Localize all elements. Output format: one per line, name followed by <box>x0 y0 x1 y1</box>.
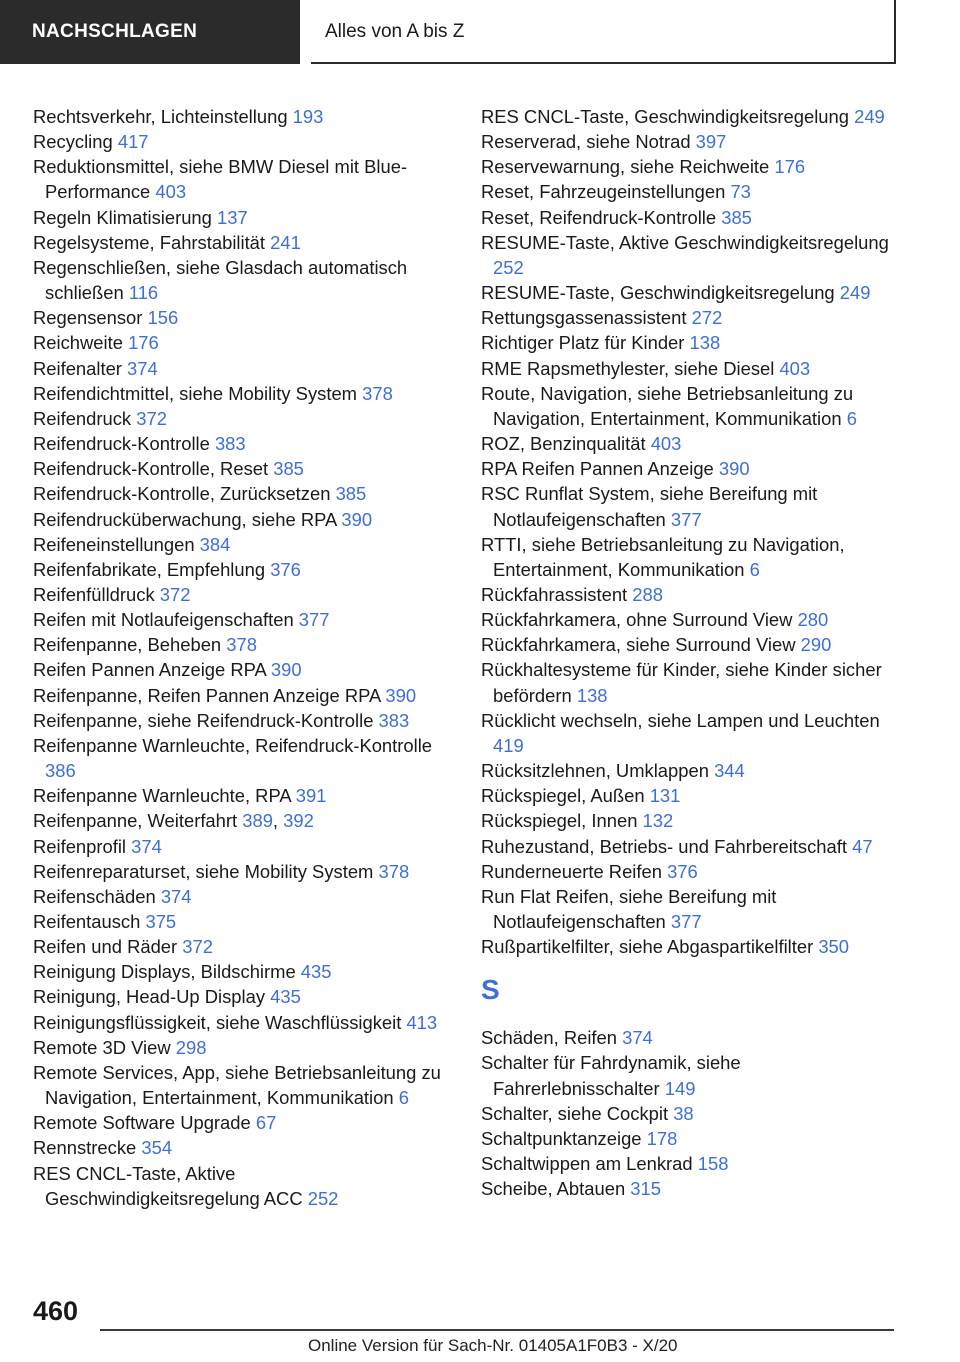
page-reference-link[interactable]: 38 <box>673 1102 694 1124</box>
page-reference-link[interactable]: 376 <box>667 860 698 882</box>
page-reference-link[interactable]: 385 <box>273 458 304 480</box>
index-entry <box>481 1050 899 1100</box>
page-reference-link[interactable]: 288 <box>632 583 663 605</box>
page-reference-link[interactable]: 403 <box>779 357 811 379</box>
index-entry <box>481 179 899 204</box>
index-entry-text: Ruhezustand, Betriebs- und Fahrbereitschaft <box>481 835 853 857</box>
index-entry-text: Schalter, siehe Cockpit <box>481 1102 674 1124</box>
index-entry <box>33 657 453 682</box>
index-entry-text: Reifenpanne Warnleuchte, Reifendruck-Kontrolle <box>33 734 433 756</box>
page-reference-link[interactable]: 272 <box>691 307 723 329</box>
index-entry <box>33 632 453 657</box>
page-reference-link[interactable]: 249 <box>854 106 885 127</box>
index-entry <box>33 683 453 708</box>
index-entry-text: Reifendichtmittel, siehe Mobility System <box>33 382 363 404</box>
page-reference-link[interactable]: 377 <box>670 911 702 932</box>
page-reference-link[interactable]: 403 <box>155 181 187 203</box>
index-entry-text: Reifendruck <box>33 407 137 429</box>
page-reference-link[interactable]: 350 <box>818 936 850 958</box>
index-entry-text: Reset, Fahrzeugeinstellungen <box>481 181 731 203</box>
index-entry-text: Reifendruck-Kontrolle <box>33 433 215 455</box>
index-entry-text: Reinigungsflüssigkeit, siehe Waschflüssigkeit <box>33 1011 407 1033</box>
index-entry <box>481 129 899 154</box>
index-entry-text: Reifendruck-Kontrolle, Reset <box>33 458 274 480</box>
page-reference-link[interactable]: 372 <box>159 583 191 605</box>
page-reference-link[interactable]: 378 <box>226 634 257 656</box>
index-entry <box>481 607 899 632</box>
page-reference-link[interactable]: 138 <box>689 332 721 354</box>
page-reference-link[interactable]: 374 <box>160 885 192 907</box>
index-entry <box>33 557 453 582</box>
index-entry-text: RPA Reifen Pannen Anzeige <box>481 458 719 480</box>
page-reference-link[interactable]: 374 <box>131 835 162 857</box>
index-entry <box>33 406 453 431</box>
index-entry-text: Richtiger Platz für Kinder <box>481 332 690 354</box>
page-reference-link[interactable]: 390 <box>341 508 373 530</box>
index-entry <box>33 230 453 255</box>
index-entry <box>33 934 453 959</box>
index-entry-text: RESUME-Taste, Geschwindigkeitsregelung <box>481 282 840 304</box>
index-entry-text: Reifenalter <box>33 357 128 379</box>
index-entry <box>33 481 453 506</box>
index-entry-text: Rußpartikelfilter, siehe Abgaspartikelfilter <box>481 936 819 958</box>
page-reference-link[interactable]: 374 <box>127 357 158 379</box>
page-reference-link[interactable]: 385 <box>335 483 367 505</box>
index-entry-text: Reifenreparaturset, siehe Mobility System <box>33 860 379 882</box>
index-entry-text: Remote 3D View <box>33 1036 176 1058</box>
index-entry <box>33 154 453 204</box>
page-reference-link[interactable]: 73 <box>730 181 751 203</box>
index-entry <box>481 1025 899 1050</box>
index-entry <box>33 532 453 557</box>
page-reference-link[interactable]: 67 <box>255 1112 277 1134</box>
index-entry-text: Reifen Pannen Anzeige RPA <box>33 659 271 681</box>
footer-text: Online Version für Sach-Nr. 01405A1F0B3 - X/20 <box>308 1336 678 1355</box>
page-reference-link[interactable]: 193 <box>292 106 324 127</box>
page-reference-link[interactable]: 149 <box>664 1077 696 1099</box>
page-reference-link[interactable]: 280 <box>797 609 829 631</box>
index-entry-text: RES CNCL-Taste, Aktive Geschwindigkeitsregelung ACC <box>33 1162 308 1209</box>
page-reference-link[interactable]: 176 <box>128 332 159 354</box>
page-reference-link[interactable]: 374 <box>622 1027 653 1049</box>
index-entry-text: Reifenprofil <box>33 835 132 857</box>
page-reference-link[interactable]: 344 <box>714 760 745 782</box>
index-entry-text: Schaltwippen am Lenkrad <box>481 1153 698 1175</box>
index-entry-text: Reifenfülldruck <box>33 583 160 605</box>
index-entry <box>33 783 453 808</box>
page-reference-link[interactable]: 252 <box>493 256 524 278</box>
page-reference-link[interactable]: 176 <box>774 156 806 178</box>
index-entry-text: Rückfahrkamera, ohne Surround View <box>481 609 798 631</box>
index-entry-text: Run Flat Reifen, siehe Bereifung mit Notlaufeigenschaften <box>481 885 777 932</box>
page-reference-link[interactable]: 138 <box>576 684 608 706</box>
page-reference-link[interactable]: 383 <box>214 433 246 455</box>
page-number: 460 <box>33 1296 79 1326</box>
index-entry-text: Reifeneinstellungen <box>33 533 200 555</box>
index-entry <box>33 959 453 984</box>
page-reference-link[interactable]: 435 <box>300 961 332 983</box>
index-column-left <box>33 104 453 1211</box>
index-entry <box>33 834 453 859</box>
page-reference-link[interactable]: 131 <box>649 785 681 807</box>
index-entry-text: RME Rapsmethylester, siehe Diesel <box>481 357 780 379</box>
index-entry-text: Reservewarnung, siehe Reichweite <box>481 156 775 178</box>
page-reference-link[interactable]: 6 <box>398 1087 409 1109</box>
index-entry <box>33 1035 453 1060</box>
page-reference-link[interactable]: 249 <box>839 282 871 304</box>
index-entry-text: Reserverad, siehe Notrad <box>481 131 696 153</box>
index-entry-text: Reifen und Räder <box>33 936 183 958</box>
index-entry <box>481 305 899 330</box>
index-entry-text: RSC Runflat System, siehe Bereifung mit Notlaufeigenschaften <box>481 483 818 530</box>
page-reference-link[interactable]: 397 <box>695 131 727 153</box>
index-list-s <box>481 1025 899 1201</box>
index-entry-text: Rettungsgassenassistent <box>481 307 692 329</box>
index-entry-text: Route, Navigation, siehe Betriebsanleitung zu Navigation, Entertainment, Kommunikation <box>481 382 854 429</box>
index-entry <box>481 657 899 707</box>
index-entry <box>481 230 899 280</box>
page-reference-link[interactable]: 354 <box>141 1137 173 1159</box>
index-entry <box>481 632 899 657</box>
index-entry-text: Remote Services, App, siehe Betriebsanleitung zu Navigation, Entertainment, Kommunikation <box>33 1061 441 1109</box>
index-entry-text: Reinigung Displays, Bildschirme <box>33 961 301 983</box>
index-entry-text: Reifenpanne, Weiterfahrt <box>33 810 243 832</box>
index-entry-text: Rennstrecke <box>33 1137 142 1159</box>
index-entry-text: RTTI, siehe Betriebsanleitung zu Navigation, Entertainment, Kommunikation <box>481 533 845 580</box>
index-entry-text: Reduktionsmittel, siehe BMW Diesel mit Blue-Performance <box>33 156 408 203</box>
index-entry <box>481 381 899 431</box>
index-entry <box>481 280 899 305</box>
index-entry: Reifenpanne, Weiterfahrt 389, 392 <box>33 810 314 832</box>
index-entry <box>33 1010 453 1035</box>
index-entry-text: Rückfahrkamera, siehe Surround View <box>481 634 801 656</box>
index-entry <box>481 104 899 129</box>
index-entry <box>33 909 453 934</box>
index-entry-text: Rücklicht wechseln, siehe Lampen und Leuchten <box>481 709 880 731</box>
page-reference-link[interactable]: 241 <box>270 231 301 253</box>
index-entry <box>33 607 453 632</box>
index-entry-text: Schalter für Fahrdynamik, siehe Fahrerlebnisschalter <box>481 1052 741 1099</box>
index-entry <box>481 934 899 959</box>
header-divider <box>298 0 300 64</box>
index-entry <box>33 356 453 381</box>
index-entry <box>33 1161 453 1211</box>
index-entry <box>33 381 453 406</box>
index-entry <box>481 1101 899 1126</box>
index-entry <box>33 1135 453 1160</box>
index-entry <box>481 532 899 582</box>
page-reference-link[interactable]: 390 <box>385 684 417 706</box>
index-entry <box>481 481 899 531</box>
index-entry <box>33 330 453 355</box>
footer-rule <box>100 1329 894 1331</box>
index-list-r <box>481 104 899 959</box>
index-entry <box>481 582 899 607</box>
index-entry <box>481 1126 899 1151</box>
index-column-right <box>481 104 899 1201</box>
index-entry <box>481 205 899 230</box>
index-entry-text: Reifenpanne Warnleuchte, RPA <box>33 785 296 807</box>
page-reference-link[interactable]: 384 <box>199 533 231 555</box>
index-entry-text: Reifen mit Notlaufeigenschaften <box>33 609 299 631</box>
page-reference-link[interactable]: 390 <box>718 458 750 480</box>
index-entry-text: RES CNCL-Taste, Geschwindigkeitsregelung <box>481 106 855 127</box>
page-reference-link[interactable]: 378 <box>378 860 410 882</box>
page-reference-link[interactable]: 385 <box>721 206 752 228</box>
page-reference-link[interactable]: 290 <box>800 634 832 656</box>
index-entry <box>33 984 453 1009</box>
page-reference-link[interactable]: 6 <box>749 558 760 580</box>
index-entry <box>33 205 453 230</box>
index-entry <box>33 431 453 456</box>
page-reference-link[interactable]: 116 <box>128 282 159 304</box>
index-entry-text: Reifendruck-Kontrolle, Zurücksetzen <box>33 483 336 505</box>
index-entry-text: Recycling <box>33 131 118 153</box>
index-entry-text: Reifendrucküberwachung, siehe RPA <box>33 508 342 530</box>
index-entry <box>481 1151 899 1176</box>
page-reference-link[interactable]: 377 <box>298 609 330 631</box>
page-reference-link[interactable]: 6 <box>846 407 857 429</box>
index-entry <box>33 884 453 909</box>
page-reference-link[interactable]: 391 <box>295 785 327 807</box>
index-entry <box>33 859 453 884</box>
index-entry-text: Regelsysteme, Fahrstabilität <box>33 231 271 253</box>
index-entry-text: ROZ, Benzinqualität <box>481 433 651 455</box>
index-entry <box>481 808 899 833</box>
page-reference-link[interactable]: 389 <box>242 810 273 832</box>
page-reference-link[interactable]: 377 <box>670 508 702 530</box>
page-reference-link[interactable]: 413 <box>406 1011 438 1033</box>
index-entry-text: Rückhaltesysteme für Kinder, siehe Kinder sicher befördern <box>481 659 882 706</box>
page-reference-link[interactable]: 375 <box>145 911 177 932</box>
page-reference-link[interactable]: 156 <box>147 307 179 329</box>
index-entry-text: Reifenpanne, Beheben <box>33 634 227 656</box>
index-entry <box>481 431 899 456</box>
index-entry-text: RESUME-Taste, Aktive Geschwindigkeitsregelung <box>481 231 889 253</box>
index-entry <box>481 356 899 381</box>
index-entry <box>481 859 899 884</box>
index-entry <box>481 884 899 934</box>
index-entry <box>481 783 899 808</box>
index-entry <box>33 1060 453 1110</box>
section-tab: NACHSCHLAGEN <box>0 0 298 64</box>
index-entry <box>481 834 899 859</box>
index-entry <box>481 1176 899 1201</box>
chapter-title: Alles von A bis Z <box>311 0 896 64</box>
index-entry-text: Rückspiegel, Außen <box>481 785 650 807</box>
index-entry-text: Rechtsverkehr, Lichteinstellung <box>33 106 293 127</box>
index-entry-text: Rücksitzlehnen, Umklappen <box>481 760 715 782</box>
index-entry-text: Reifenfabrikate, Empfehlung <box>33 558 271 580</box>
index-entry <box>481 708 899 758</box>
page-reference-link[interactable]: 252 <box>307 1187 339 1209</box>
index-entry <box>481 330 899 355</box>
page-reference-link[interactable]: 178 <box>646 1127 678 1149</box>
index-entry <box>33 708 453 733</box>
index-entry-text: Runderneuerte Reifen <box>481 860 668 882</box>
index-entry-text: Regensensor <box>33 307 148 329</box>
page-reference-link[interactable]: 132 <box>642 810 674 832</box>
index-letter-heading: S <box>481 974 500 1006</box>
page-reference-link[interactable]: 378 <box>362 382 393 404</box>
page-reference-link[interactable]: 403 <box>650 433 682 455</box>
page-reference-link[interactable]: 158 <box>697 1153 729 1175</box>
index-entry-text: Reset, Reifendruck-Kontrolle <box>481 206 722 228</box>
page-reference-link[interactable]: 435 <box>270 986 301 1008</box>
page-reference-link[interactable]: 376 <box>270 558 301 580</box>
page-reference-link[interactable]: 417 <box>117 131 149 153</box>
index-entry-text: Reinigung, Head-Up Display <box>33 986 271 1008</box>
page-reference-link[interactable]: 372 <box>182 936 213 958</box>
index-entry-text: Reifenschäden <box>33 885 161 907</box>
index-entry <box>481 456 899 481</box>
page-reference-link[interactable]: 47 <box>852 835 873 857</box>
index-entry-text: Regeln Klimatisierung <box>33 206 217 228</box>
page-reference-link[interactable]: 298 <box>175 1036 207 1058</box>
index-entry <box>33 507 453 532</box>
index-entry <box>33 104 453 129</box>
index-entry <box>33 129 453 154</box>
index-entry-text: Scheibe, Abtauen <box>481 1178 631 1200</box>
index-entry-text: Regenschließen, siehe Glasdach automatisch schließen <box>33 256 408 304</box>
index-entry <box>481 154 899 179</box>
index-entry-text: Remote Software Upgrade <box>33 1112 256 1134</box>
page-reference-link[interactable]: 137 <box>217 206 248 228</box>
page-reference-link[interactable]: 372 <box>136 407 167 429</box>
index-entry <box>33 255 453 305</box>
index-entry-text: Reichweite <box>33 332 129 354</box>
page-reference-link[interactable]: 383 <box>378 709 410 731</box>
index-entry-text: Reifenpanne, Reifen Pannen Anzeige RPA <box>33 684 386 706</box>
page-reference-link[interactable]: 386 <box>45 760 76 782</box>
index-entry <box>33 1110 453 1135</box>
index-entry-text: Rückspiegel, Innen <box>481 810 643 832</box>
index-entry <box>33 733 453 783</box>
index-entry-text: Reifenpanne, siehe Reifendruck-Kontrolle <box>33 709 379 731</box>
page-reference-link[interactable]: 419 <box>493 734 524 756</box>
index-entry <box>33 456 453 481</box>
index-entry-text: Schaltpunktanzeige <box>481 1127 647 1149</box>
index-entry <box>33 305 453 330</box>
page-reference-link[interactable]: 315 <box>630 1178 661 1200</box>
index-entry <box>33 582 453 607</box>
page-reference-link[interactable]: 390 <box>270 659 302 681</box>
index-entry <box>481 758 899 783</box>
index-entry-text: Schäden, Reifen <box>481 1027 623 1049</box>
index-entry-text: Reifentausch <box>33 911 146 932</box>
index-entry-text: Rückfahrassistent <box>481 583 633 605</box>
page-reference-link[interactable]: 392 <box>283 810 314 832</box>
